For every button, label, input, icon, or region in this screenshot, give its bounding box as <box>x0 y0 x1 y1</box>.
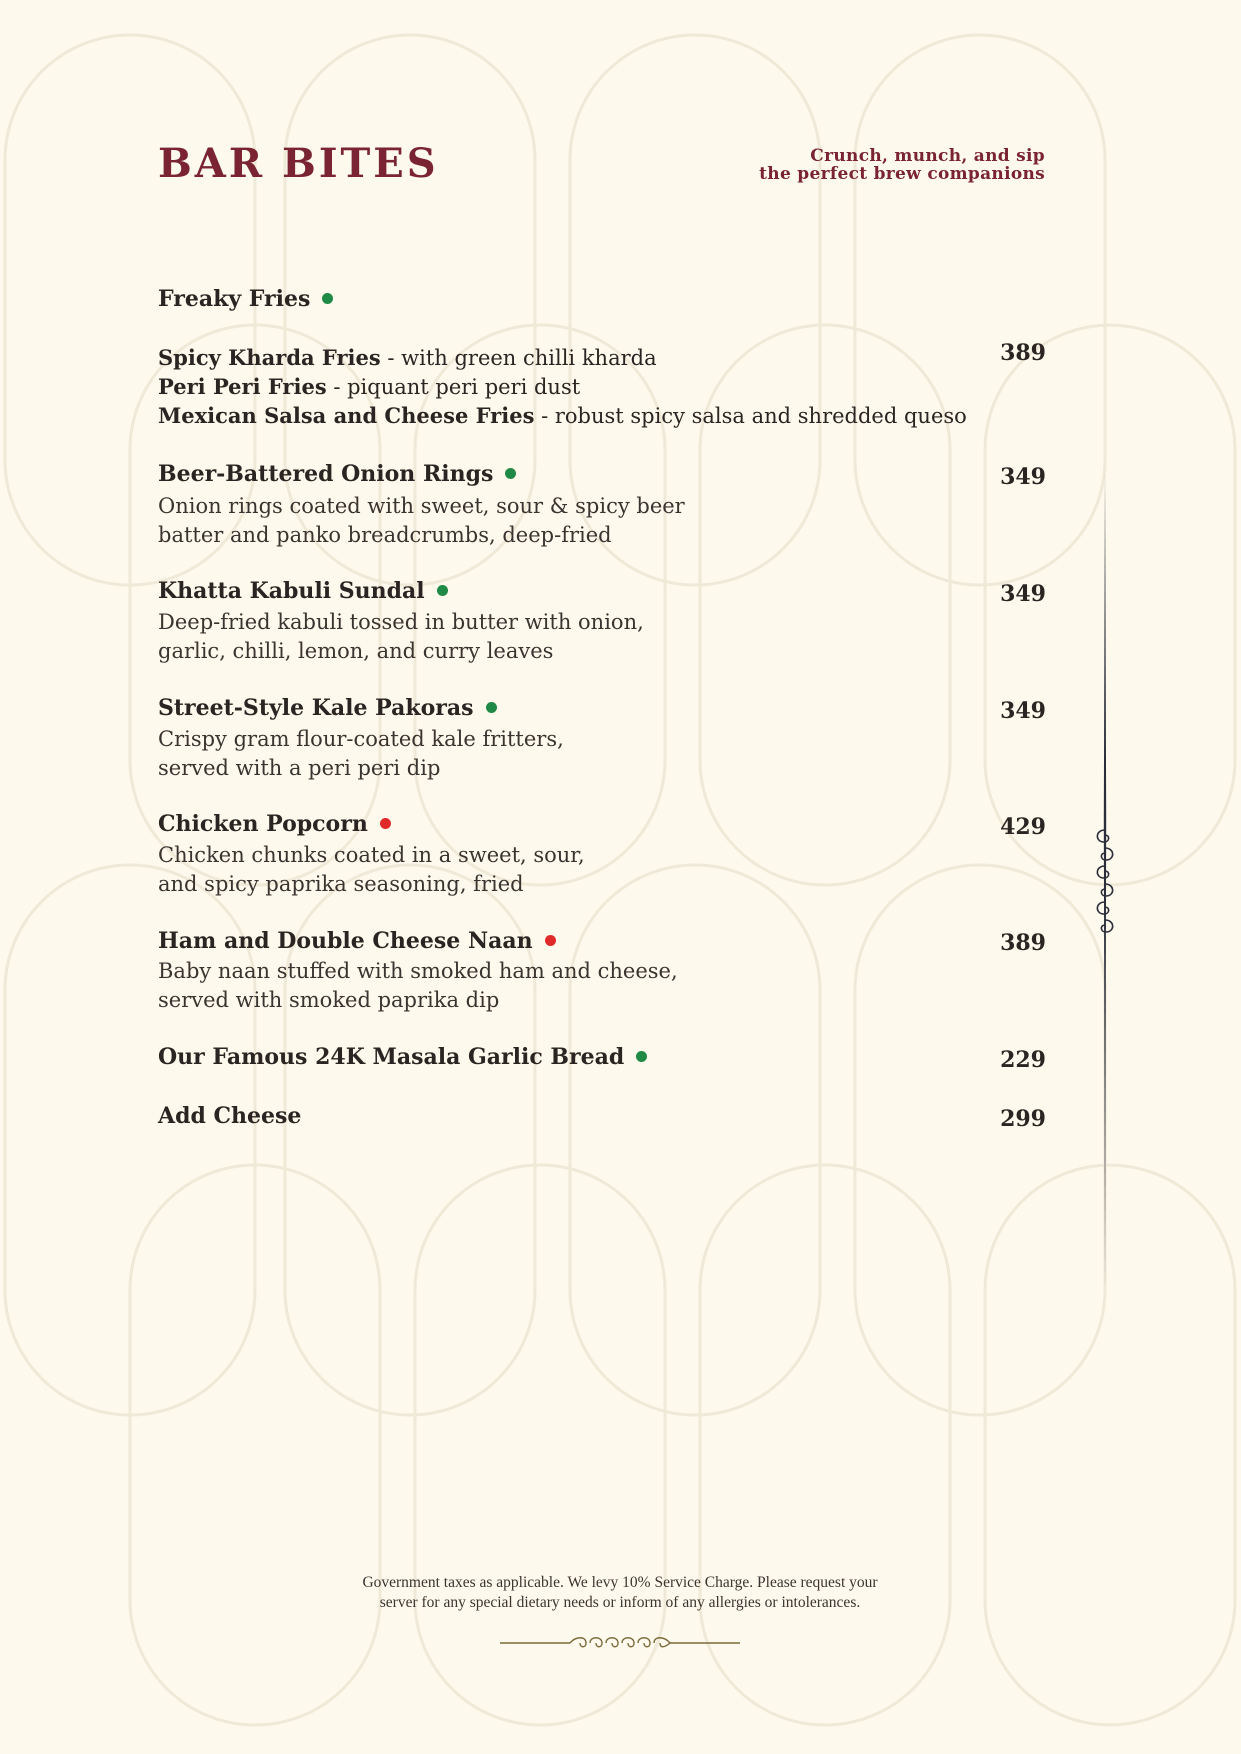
nonveg-indicator-icon <box>545 935 556 946</box>
menu-item-name-garlic-bread <box>158 1044 647 1070</box>
item-name: Add Cheese <box>158 1103 302 1129</box>
fries-variant-1 <box>158 345 657 370</box>
desc-line: Crispy gram flour-coated kale fritters, <box>158 727 564 751</box>
footer-note <box>270 1573 970 1613</box>
item-name: Khatta Kabuli Sundal <box>158 578 425 604</box>
item-name: Our Famous 24K Masala Garlic Bread <box>158 1044 625 1070</box>
desc-line: Chicken chunks coated in a sweet, sour, <box>158 843 585 867</box>
price-onion-rings: 349 <box>1000 464 1046 490</box>
tagline-line-2: the perfect brew companions <box>759 164 1045 184</box>
item-name: Freaky Fries <box>158 286 311 312</box>
item-description <box>158 841 585 899</box>
desc-line: served with a peri peri dip <box>158 756 441 780</box>
page-title: BAR BITES <box>158 140 439 187</box>
price-garlic-bread: 229 <box>1000 1047 1046 1073</box>
footer-note-line-2: server for any special dietary needs or inform of any allergies or intolerances. <box>379 1594 861 1611</box>
desc-line: batter and panko breadcrumbs, deep-fried <box>158 523 612 547</box>
desc-line: Baby naan stuffed with smoked ham and cheese, <box>158 959 678 983</box>
price-sundal: 349 <box>1000 581 1046 607</box>
item-description <box>158 492 685 550</box>
desc-line: garlic, chilli, lemon, and curry leaves <box>158 639 554 663</box>
menu-item-name-chicken-popcorn <box>158 811 391 837</box>
item-name: Beer-Battered Onion Rings <box>158 461 494 487</box>
item-name: Ham and Double Cheese Naan <box>158 928 533 954</box>
item-name: Street-Style Kale Pakoras <box>158 695 474 721</box>
price-add-cheese: 299 <box>1000 1106 1046 1132</box>
price-ham-naan: 389 <box>1000 930 1046 956</box>
veg-indicator-icon <box>437 585 448 596</box>
menu-item-name-add-cheese <box>158 1103 301 1129</box>
item-description <box>158 608 644 666</box>
price-freaky-fries: 389 <box>1000 340 1046 366</box>
item-name: Chicken Popcorn <box>158 811 368 837</box>
item-description <box>158 957 678 1015</box>
veg-indicator-icon <box>636 1051 647 1062</box>
menu-item-name-kale-pakoras <box>158 695 497 721</box>
menu-item-name-ham-naan <box>158 928 556 954</box>
tagline <box>759 147 1045 183</box>
nonveg-indicator-icon <box>380 818 391 829</box>
variant-name: Spicy Kharda Fries <box>158 345 381 370</box>
variant-name: Mexican Salsa and Cheese Fries <box>158 403 535 428</box>
vertical-divider-ornament <box>1090 470 1120 1290</box>
veg-indicator-icon <box>505 468 516 479</box>
desc-line: Deep-fried kabuli tossed in butter with onion, <box>158 610 644 634</box>
variant-desc: - with green chilli kharda <box>380 346 657 370</box>
desc-line: served with smoked paprika dip <box>158 988 500 1012</box>
fries-variant-2 <box>158 374 580 399</box>
variant-name: Peri Peri Fries <box>158 374 327 399</box>
menu-item-name-sundal <box>158 578 448 604</box>
desc-line: Onion rings coated with sweet, sour & spicy beer <box>158 494 685 518</box>
variant-desc: - piquant peri peri dust <box>326 375 581 399</box>
item-description <box>158 725 564 783</box>
veg-indicator-icon <box>486 702 497 713</box>
menu-item-name-freaky-fries <box>158 286 333 312</box>
footer-flourish-ornament <box>500 1632 740 1654</box>
tagline-line-1: Crunch, munch, and sip <box>810 146 1045 166</box>
footer-note-line-1: Government taxes as applicable. We levy 10% Service Charge. Please request your <box>362 1574 878 1591</box>
variant-desc: - robust spicy salsa and shredded queso <box>534 404 967 428</box>
fries-variant-3 <box>158 403 967 428</box>
price-chicken-popcorn: 429 <box>1000 814 1046 840</box>
desc-line: and spicy paprika seasoning, fried <box>158 872 524 896</box>
veg-indicator-icon <box>322 293 333 304</box>
menu-item-name-onion-rings <box>158 461 516 487</box>
price-kale-pakoras: 349 <box>1000 698 1046 724</box>
